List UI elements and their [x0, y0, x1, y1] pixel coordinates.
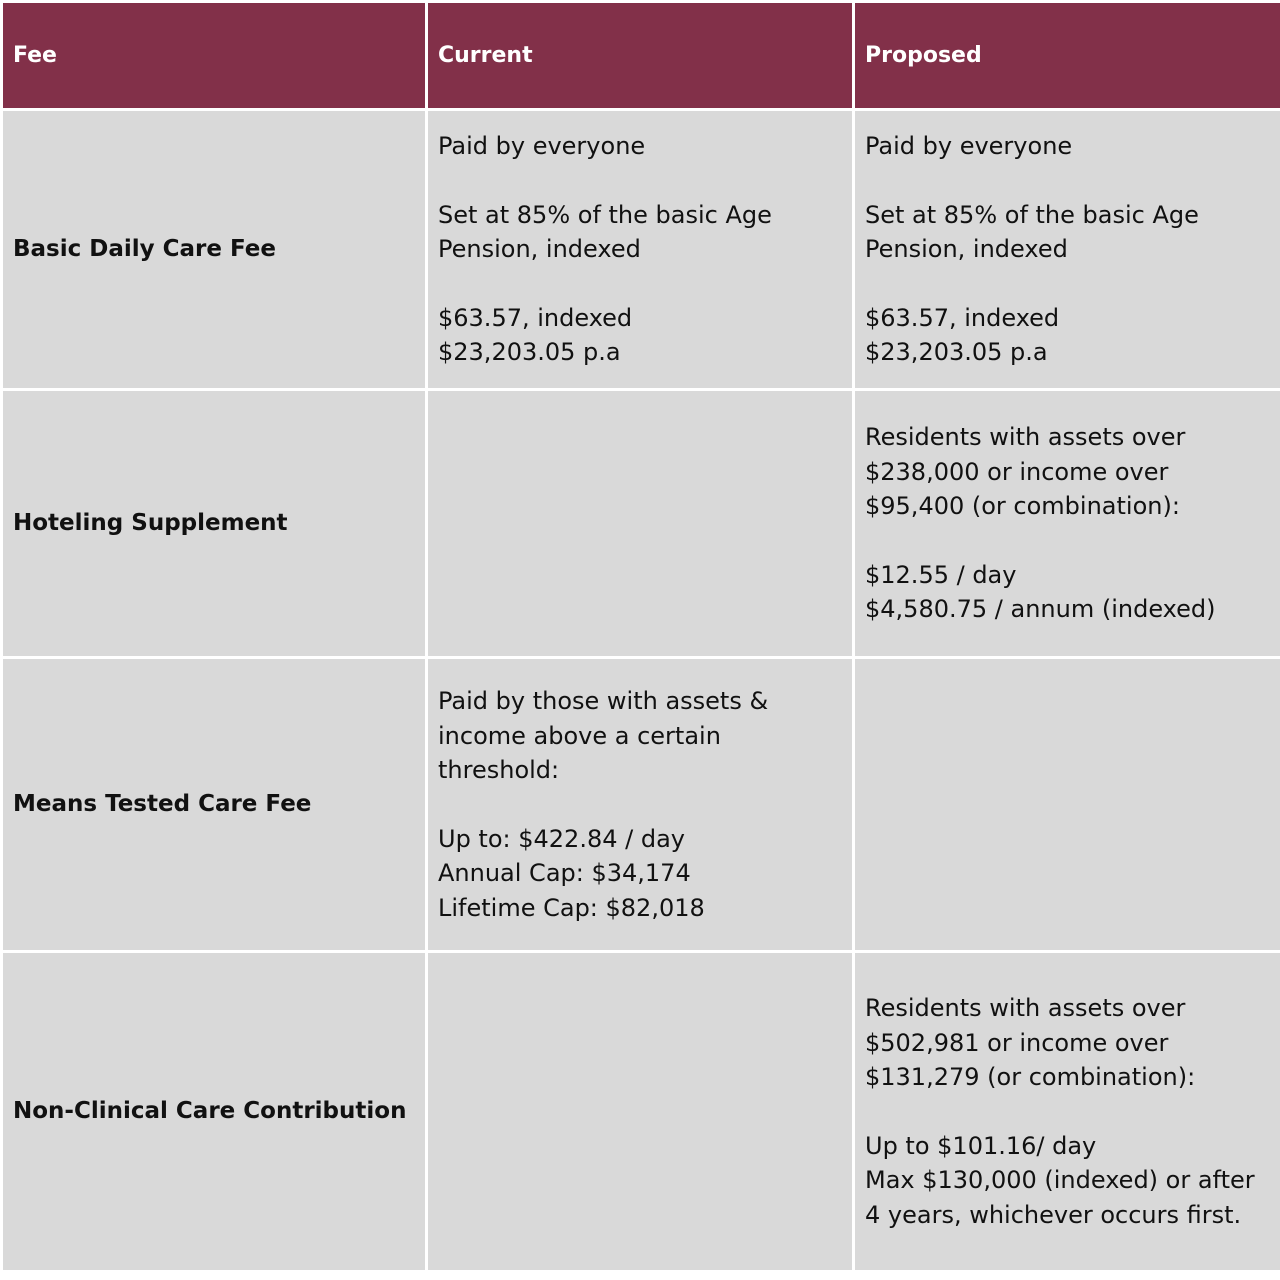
proposed-text: [865, 524, 1270, 558]
proposed-text: Set at 85% of the basic Age Pension, indexed: [865, 200, 1207, 264]
proposed-text: Paid by everyone: [865, 132, 1073, 161]
fee-name: Basic Daily Care Fee: [2, 110, 427, 390]
proposed-cell: [854, 390, 1280, 658]
proposed-text: $23,203.05 p.a: [865, 338, 1048, 367]
proposed-text: $12.55 / day: [865, 560, 1017, 589]
fee-name: Means Tested Care Fee: [2, 658, 427, 952]
current-cell: [427, 658, 854, 952]
proposed-text: Residents with assets over $238,000 or income over $95,400 (or combination):: [865, 423, 1194, 521]
current-text: $63.57, indexed: [438, 303, 633, 332]
proposed-cell: [854, 952, 1280, 1272]
proposed-text: Residents with assets over $502,981 or income over $131,279 (or combination):: [865, 994, 1196, 1091]
proposed-text: Up to $101.16/ day: [865, 1131, 1097, 1160]
header-current: Current: [427, 2, 854, 110]
proposed-cell: [854, 658, 1280, 952]
header-proposed: Proposed: [854, 2, 1280, 110]
current-cell: [427, 390, 854, 658]
current-text: Paid by those with assets & income above a certain threshold:: [438, 687, 776, 784]
table-row: [2, 390, 1280, 658]
current-text: [438, 164, 842, 198]
proposed-text: $63.57, indexed: [865, 303, 1060, 332]
table-row: [2, 110, 1280, 390]
current-text: Set at 85% of the basic Age Pension, indexed: [438, 200, 780, 264]
table-row: [2, 952, 1280, 1272]
table-row: [2, 658, 1280, 952]
proposed-cell: [854, 110, 1280, 390]
current-text: [438, 788, 842, 822]
proposed-text: [865, 164, 1270, 198]
current-text: $23,203.05 p.a: [438, 338, 621, 367]
header-row: [2, 2, 1280, 110]
proposed-text: [865, 1095, 1270, 1129]
proposed-text: [865, 267, 1270, 301]
current-text: Lifetime Cap: $82,018: [438, 893, 705, 922]
header-fee: Fee: [2, 2, 427, 110]
fee-name: Non-Clinical Care Contribution: [2, 952, 427, 1272]
fee-name: Hoteling Supplement: [2, 390, 427, 658]
current-cell: [427, 110, 854, 390]
proposed-text: Max $130,000 (indexed) or after 4 years, whichever occurs first.: [865, 1166, 1263, 1229]
current-text: Paid by everyone: [438, 132, 646, 161]
current-text: Annual Cap: $34,174: [438, 859, 691, 887]
current-text: [438, 267, 842, 301]
current-text: Up to: $422.84 / day: [438, 824, 685, 853]
current-cell: [427, 952, 854, 1272]
proposed-text: $4,580.75 / annum (indexed): [865, 595, 1216, 624]
